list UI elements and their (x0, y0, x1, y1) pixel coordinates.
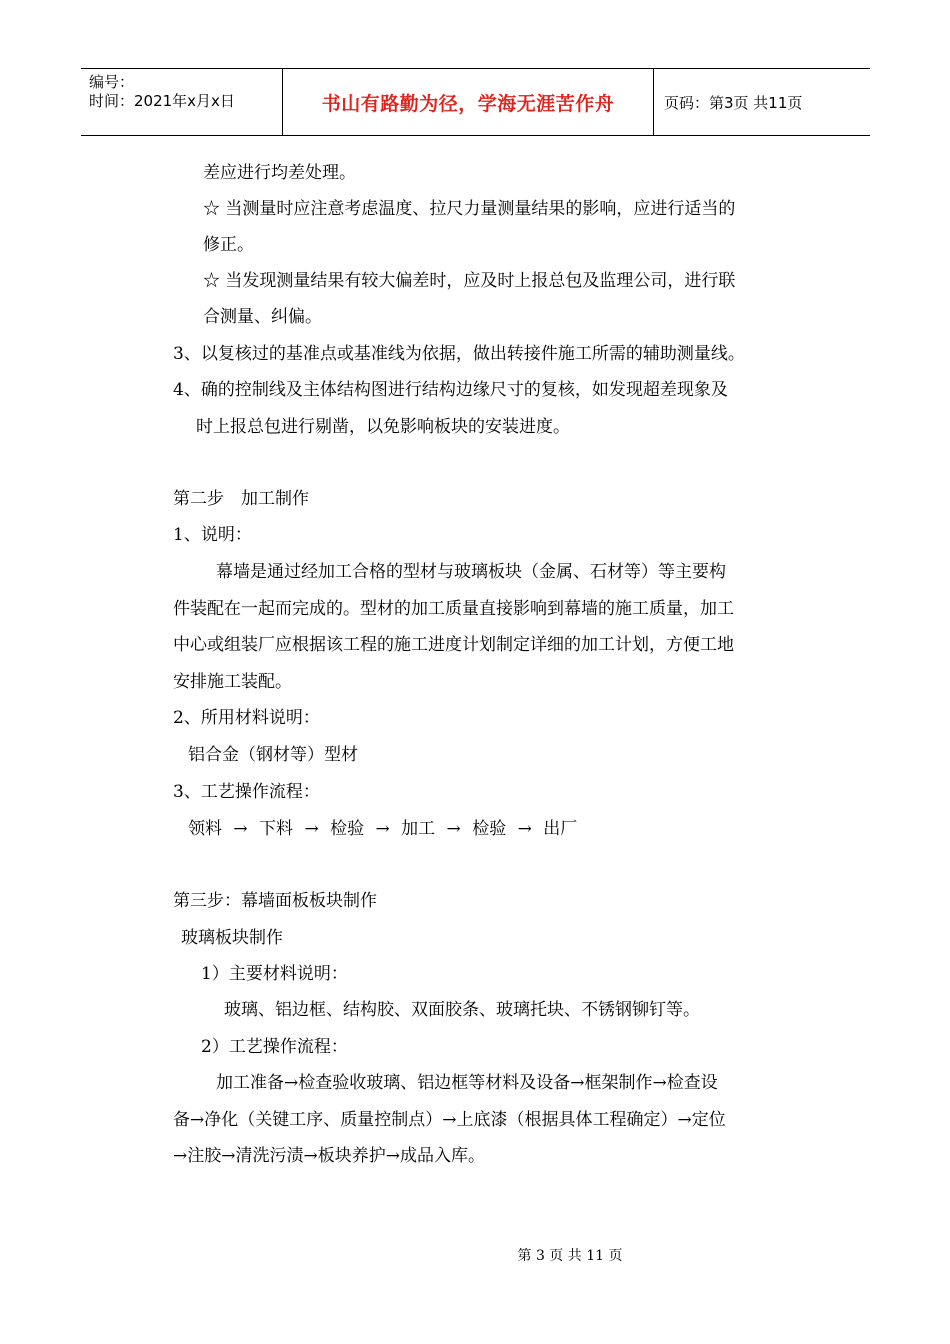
body-line: 件装配在一起而完成的。型材的加工质量直接影响到幕墙的施工质量，加工 (173, 599, 734, 619)
body-line: ☆ 当测量时应注意考虑温度、拉尺力量测量结果的影响，应进行适当的 (203, 199, 736, 219)
body-line: 中心或组装厂应根据该工程的施工进度计划制定详细的加工计划，方便工地 (173, 635, 734, 655)
section-heading: 第二步 加工制作 (173, 489, 309, 509)
document-number-label: 编号： (89, 73, 135, 91)
body-line: 2）工艺操作流程： (201, 1037, 348, 1057)
header-meta (81, 69, 283, 135)
body-line: 2、所用材料说明： (173, 708, 320, 728)
body-line: 1、说明： (173, 525, 252, 545)
body-line: 备→净化（关键工序、质量控制点）→上底漆（根据具体工程确定）→定位 (173, 1110, 726, 1130)
body-line: 幕墙是通过经加工合格的型材与玻璃板块（金属、石材等）等主要构 (216, 562, 726, 582)
body-line: 4、确的控制线及主体结构图进行结构边缘尺寸的复核，如发现超差现象及 (173, 380, 728, 400)
body-line: 安排施工装配。 (173, 672, 292, 692)
body-line: 3、以复核过的基准点或基准线为依据，做出转接件施工所需的辅助测量线。 (173, 344, 745, 364)
body-line: 铝合金（钢材等）型材 (188, 745, 358, 765)
body-line: 差应进行均差处理。 (203, 163, 356, 183)
header-page-info: 页码：第3页 共11页 (664, 93, 803, 112)
body-line: 修正。 (203, 235, 254, 255)
document-time-label: 时间：2021年x月x日 (89, 92, 235, 110)
process-flow: 领料 → 下料 → 检验 → 加工 → 检验 → 出厂 (188, 819, 578, 839)
body-line: 玻璃、铝边框、结构胶、双面胶条、玻璃托块、不锈钢铆钉等。 (224, 1000, 700, 1020)
section-heading: 第三步：幕墙面板板块制作 (173, 891, 377, 911)
subsection-heading: 玻璃板块制作 (181, 928, 283, 948)
body-line: 1）主要材料说明： (201, 964, 348, 984)
body-line: 合测量、纠偏。 (203, 307, 322, 327)
body-line: →注胶→清洗污渍→板块养护→成品入库。 (173, 1146, 485, 1166)
body-line: ☆ 当发现测量结果有较大偏差时，应及时上报总包及监理公司，进行联 (203, 271, 736, 291)
body-line: 时上报总包进行剔凿，以免影响板块的安装进度。 (196, 417, 570, 437)
page-footer: 第 3 页 共 11 页 (517, 1248, 623, 1264)
body-line: 3、工艺操作流程： (173, 782, 320, 802)
body-line: 加工准备→检查验收玻璃、铝边框等材料及设备→框架制作→检查设 (216, 1073, 718, 1093)
header-motto: 书山有路勤为径，学海无涯苦作舟 (283, 69, 654, 135)
page-header (81, 68, 870, 136)
